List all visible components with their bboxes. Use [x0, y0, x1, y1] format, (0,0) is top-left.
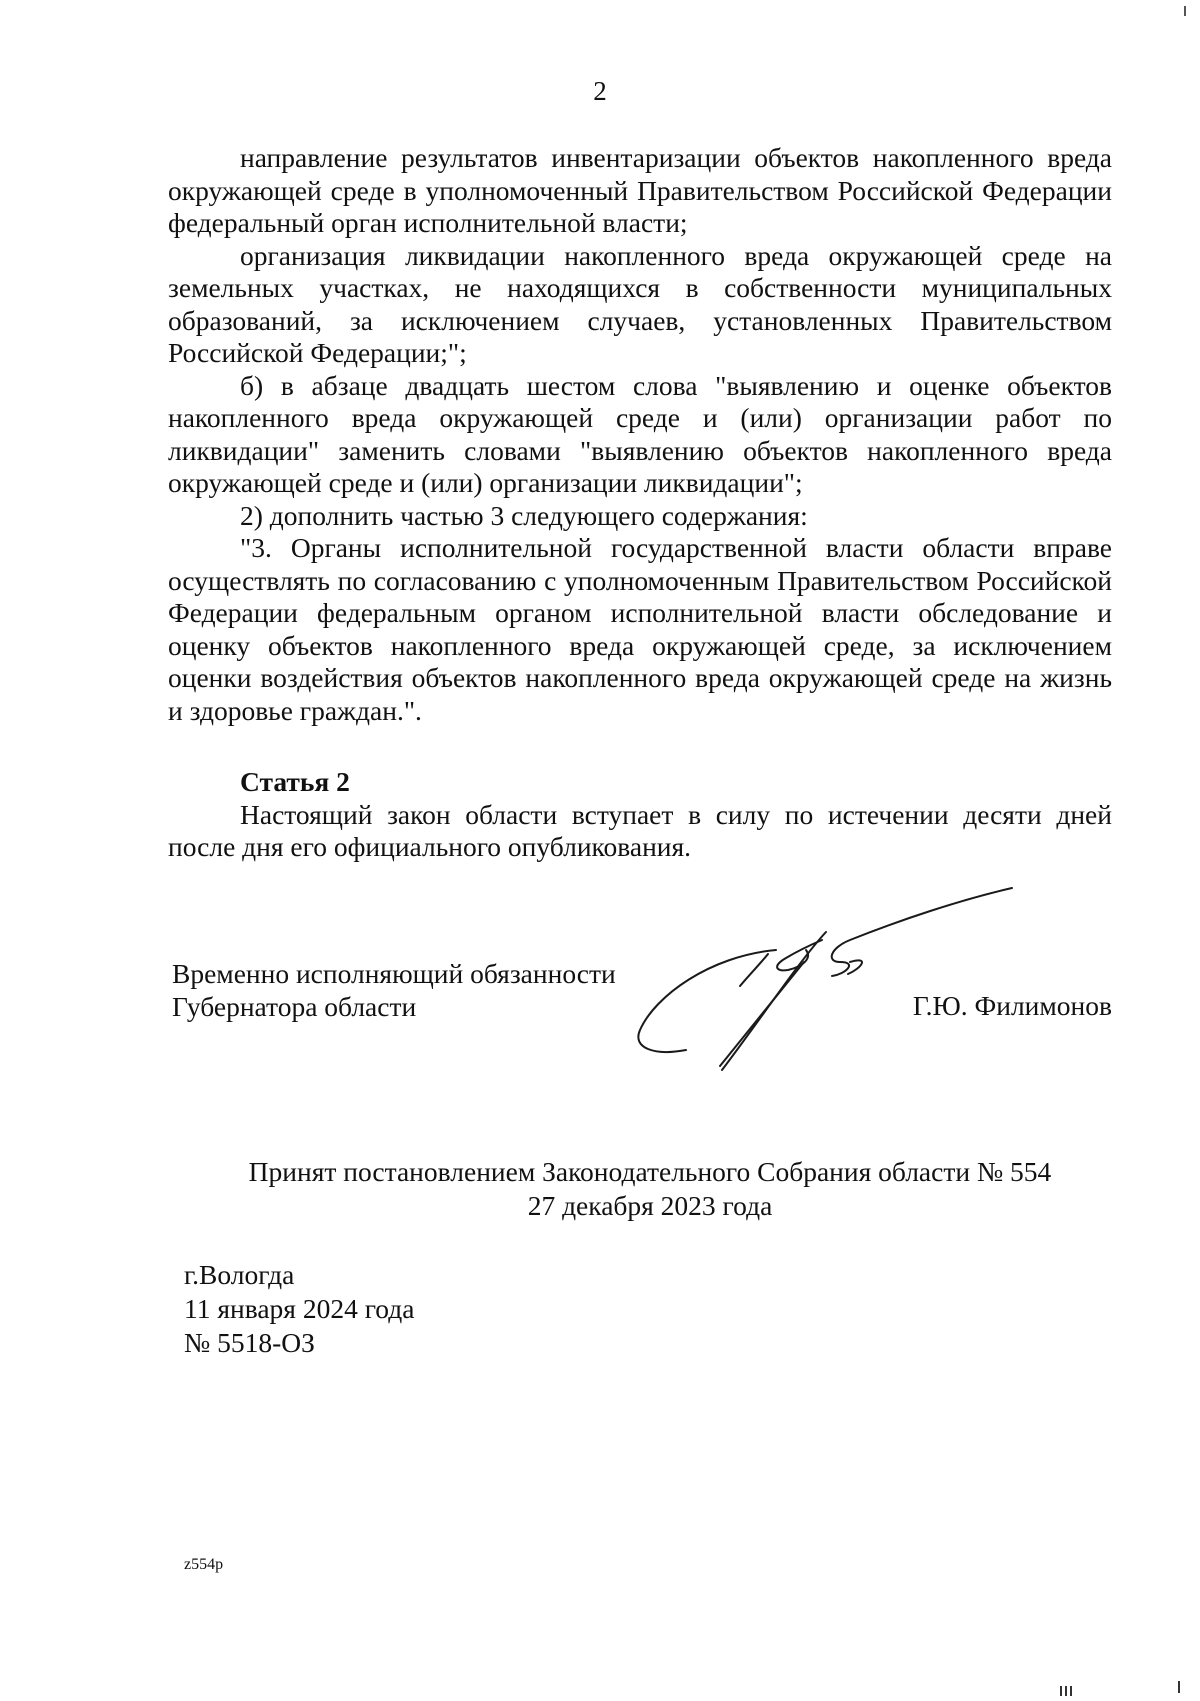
scan-mark: [1184, 6, 1186, 16]
signature-block: [172, 958, 1112, 1098]
paragraph-1: направление результатов инвентаризации объектов накопленного вреда окружающей среде в уполномоченный Правительством Российской Федерации федеральный орган исполнительной власти;: [168, 142, 1112, 238]
place-city: г.Вологда: [184, 1259, 295, 1290]
scan-mark-2: [1065, 1686, 1067, 1696]
place-date-block: [184, 1258, 414, 1360]
paragraph-5: "3. Органы исполнительной государственной власти области вправе осуществлять по согласованию с уполномоченным Правительством Российской Федерации федеральным органом исполнительной власти обследование и оценку объектов накопленного вреда окружающей среде, за исключением оценки воздействия объектов накопленного вреда окружающей среде на жизнь и здоровье граждан.".: [168, 532, 1112, 726]
paragraph-2: организация ликвидации накопленного вреда окружающей среде на земельных участках, не находящихся в собственности муниципальных образований, за исключением случаев, установленных Правительством Российской Федерации;";: [168, 239, 1112, 368]
signatory-name: Г.Ю. Филимонов: [912, 990, 1112, 1021]
scan-edge-mark: [1178, 1681, 1180, 1693]
adoption-line1: Принят постановлением Законодательного Собрания области № 554: [248, 1156, 1052, 1187]
signatory-title: [172, 958, 616, 1023]
signatory-title-line2: Губернатора области: [172, 990, 417, 1022]
adoption-line2: 27 декабря 2023 года: [527, 1190, 773, 1221]
law-number: № 5518-ОЗ: [184, 1327, 315, 1358]
adoption-note: [0, 1155, 1200, 1223]
article-2: [168, 766, 1112, 864]
scan-mark-3: [1070, 1686, 1072, 1696]
paragraph-4: 2) дополнить частью 3 следующего содержания:: [240, 499, 808, 531]
place-date: 11 января 2024 года: [184, 1293, 415, 1324]
signatory-title-line1: Временно исполняющий обязанности: [172, 958, 616, 989]
paragraph-3: б) в абзаце двадцать шестом слова "выявлению и оценке объектов накопленного вреда окружающей среде и (или) организации работ по ликвидации" заменить словами "выявлению объектов накопленного вреда окружающей среде и (или) организации ликвидации";: [168, 369, 1112, 498]
body-text: [168, 142, 1112, 727]
article-heading: Статья 2: [240, 766, 350, 797]
scan-marks: [1060, 1683, 1080, 1693]
footer-code: z554p: [184, 1556, 224, 1573]
article-text: Настоящий закон области вступает в силу по истечении десяти дней после дня его официального опубликования.: [168, 798, 1112, 862]
scan-mark-1: [1060, 1686, 1062, 1696]
page-number: 2: [593, 76, 607, 106]
